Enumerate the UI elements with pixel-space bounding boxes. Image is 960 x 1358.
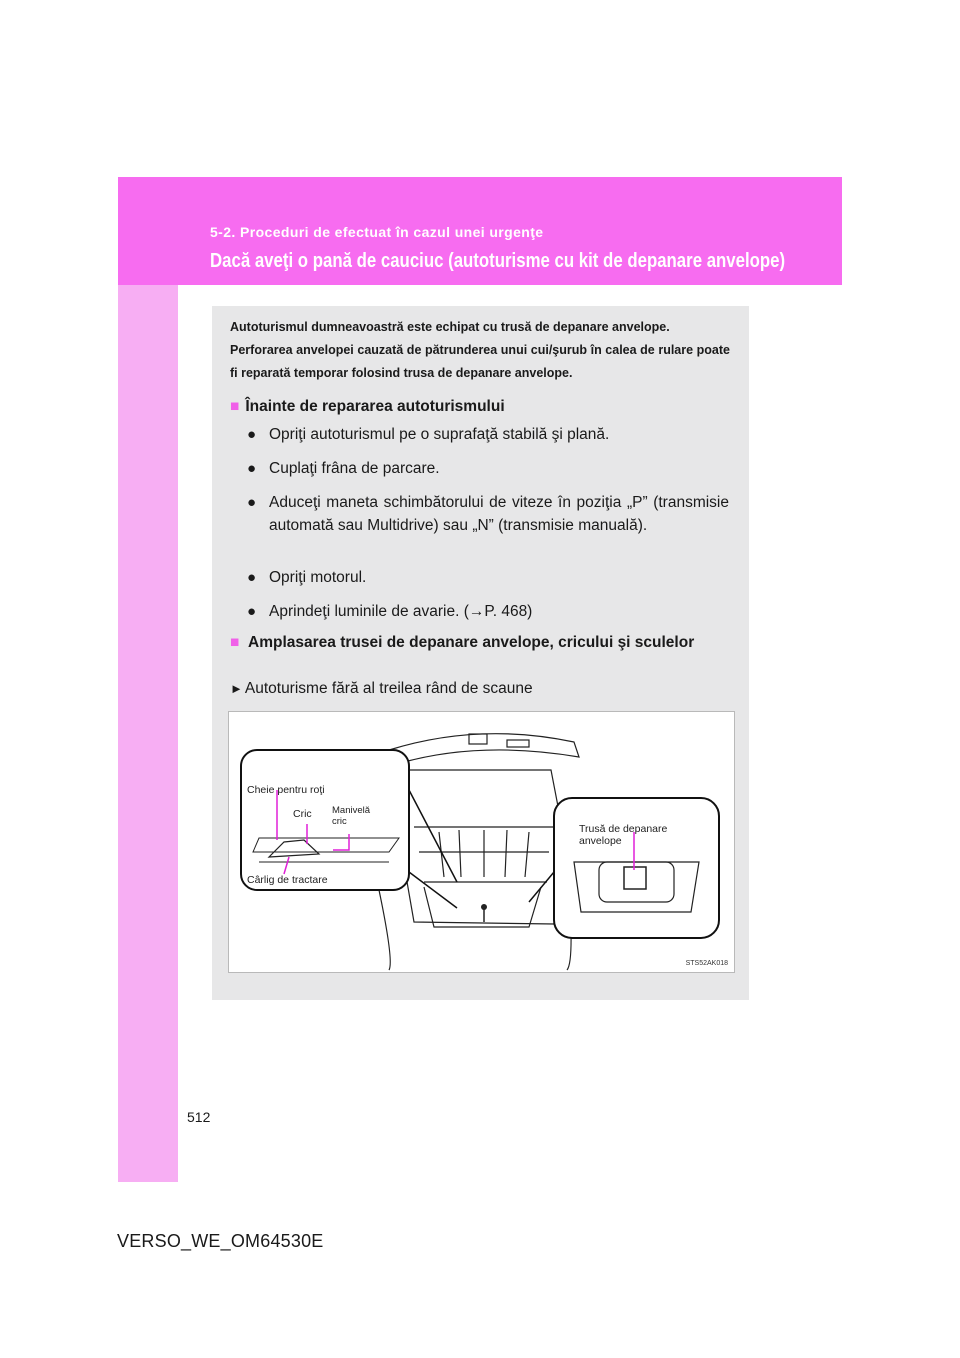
- intro-text: [230, 316, 730, 385]
- list-item: [247, 491, 729, 537]
- label-repair-kit: Trusă de depanare anvelope: [579, 823, 668, 847]
- right-inset: [529, 798, 719, 938]
- list-item: [247, 457, 729, 480]
- section-heading-text: Amplasarea trusei de depanare anvelope, cricului şi sculelor: [248, 634, 695, 651]
- list-item-text: Opriţi autoturismul pe o suprafaţă stabilă şi plană.: [269, 426, 610, 443]
- list-item-text: Aduceţi maneta schimbătorului de viteze în poziţia „P” (transmisie automată sau Multidrive) sau „N” (transmisie manuală).: [269, 494, 729, 534]
- subitem-text: Autoturisme fără al treilea rând de scaune: [244, 680, 533, 697]
- latch-outline: [469, 734, 487, 744]
- list-item: [247, 566, 729, 589]
- cargo-area-outline: [394, 770, 561, 924]
- label-wheel-wrench: Cheie pentru roţi: [247, 784, 325, 796]
- square-marker-icon: ■: [230, 634, 240, 651]
- triangle-marker-icon: ►: [230, 681, 243, 696]
- square-marker-icon: ■: [230, 398, 240, 415]
- intro-line-1: Autoturismul dumneavoastră este echipat cu trusă de depanare anvelope.: [230, 320, 670, 334]
- footer-code: VERSO_WE_OM64530E: [117, 1231, 324, 1251]
- bullet-icon: ●: [247, 460, 257, 477]
- sidebar-tab: [118, 177, 178, 1182]
- figure-code: STS52AK018: [685, 960, 728, 967]
- list-item-text: Cuplaţi frâna de parcare.: [269, 460, 440, 477]
- subitem: [230, 680, 533, 698]
- section-heading-location: [230, 632, 730, 654]
- bullet-icon: ●: [247, 603, 257, 620]
- label-tow-hook: Cârlig de tractare: [247, 874, 328, 886]
- list-item: [247, 600, 729, 623]
- figure-trunk-illustration: [228, 711, 735, 973]
- section-heading-text: Înainte de repararea autoturismului: [245, 398, 505, 415]
- list-item-text: Aprindeţi luminile de avarie. (→P. 468): [269, 603, 533, 620]
- label-jack-handle: Manivelă cric: [332, 805, 371, 827]
- page-number: 512: [187, 1109, 211, 1125]
- bullet-icon: ●: [247, 494, 257, 511]
- section-label: 5-2. Proceduri de efectuat în cazul unei urgenţe: [210, 224, 544, 240]
- tailgate-outline: [389, 734, 579, 764]
- label-jack: Cric: [293, 808, 312, 820]
- intro-line-2: Perforarea anvelopei cauzată de pătrunderea unui cui/şurub în calea de rulare poate fi reparată temporar folosind trusa de depanare anvelope.: [230, 343, 730, 380]
- page-title: Dacă aveţi o pană de cauciuc (autoturisme cu kit de depanare anvelope): [210, 250, 786, 272]
- section-heading-before-repair: [230, 398, 505, 416]
- list-item: [247, 423, 729, 446]
- bullet-icon: ●: [247, 426, 257, 443]
- list-item-text: Opriţi motorul.: [269, 569, 367, 586]
- body-outline: [379, 890, 571, 970]
- bullet-icon: ●: [247, 569, 257, 586]
